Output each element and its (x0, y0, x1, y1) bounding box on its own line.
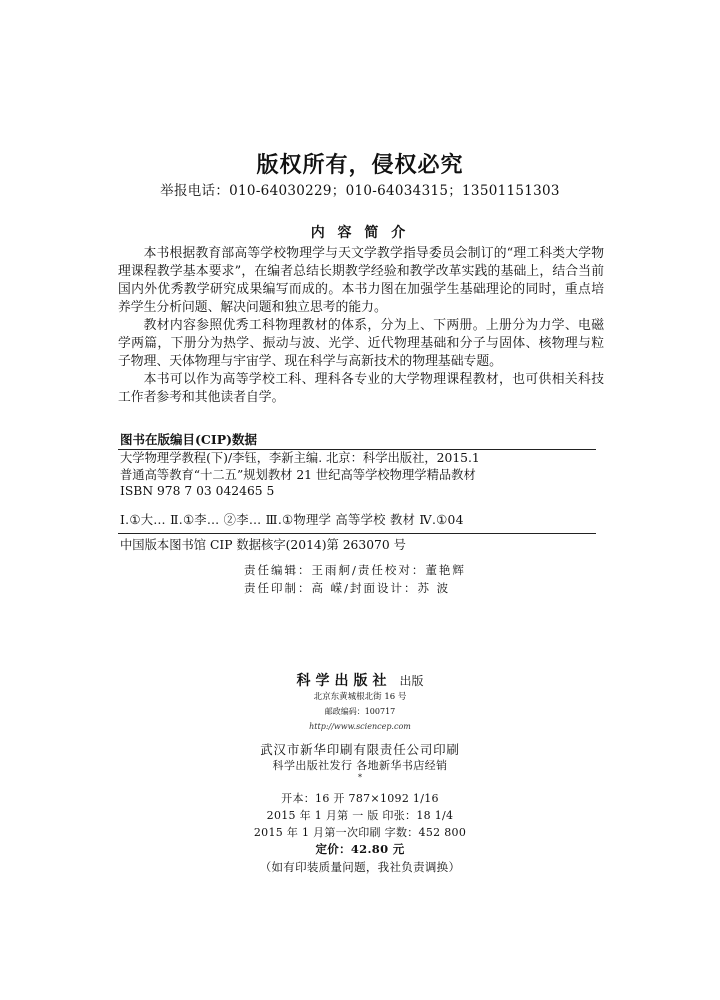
publisher-suffix: 出版 (399, 674, 424, 688)
cip-classification: Ⅰ.①大… Ⅱ.①李… ②李… Ⅲ.①物理学 高等学校 教材 Ⅳ.①04 (120, 512, 464, 527)
publisher-address: 北京东黄城根北街 16 号 (313, 692, 407, 702)
summary-paragraph: 教材内容参照优秀工科物理教材的体系，分为上、下两册。上册分为力学、电磁学两篇，下册分为热学、振动与波、光学、近代物理基础和分子与固体、核物理与粒子物理、天体物理与宇宙学、现在科学与高新技术的物理基础专题。 (118, 318, 604, 369)
printer: 武汉市新华印刷有限责任公司印刷 (260, 742, 460, 757)
summary-paragraph: 本书可以作为高等学校工科、理科各专业的大学物理课程教材，也可供相关科技工作者参考和其他读者自学。 (118, 372, 604, 405)
copyright-title: 版权所有，侵权必究 (256, 152, 464, 178)
spec-price: 定价：42.80 元 (315, 842, 405, 856)
summary-paragraph: 本书根据教育部高等学校物理学与天文学教学指导委员会制订的“理工科类大学物理课程教学基本要求”，在编者总结长期教学经验和教学改革实践的基础上，结合当前国内外优秀教学研究成果编写而成的。本书力图在加强学生基础理论的同时，重点培养学生分析问题、解决问题和独立思考的能力。 (118, 246, 604, 315)
report-phone: 举报电话：010-64030229；010-64034315；13501151303 (160, 183, 560, 199)
cip-isbn: ISBN 978 7 03 042465 5 (120, 484, 275, 498)
summary-body (118, 245, 604, 407)
credits-production: 责任印制：高 嵘/封面设计：苏 波 (244, 581, 451, 595)
cip-book-line: 大学物理学教程(下)/李钰，李新主编. 北京：科学出版社，2015.1 (120, 451, 480, 465)
star-mark: * (358, 773, 362, 782)
publisher-line (0, 670, 720, 690)
summary-heading: 内 容 简 介 (310, 225, 410, 241)
cip-number: 中国版本图书馆 CIP 数据核字(2014)第 263070 号 (120, 538, 406, 552)
spec-note: （如有印装质量问题，我社负责调换） (259, 860, 461, 874)
cip-block (118, 431, 596, 554)
spec-format: 开本：16 开 787×1092 1/16 (281, 792, 439, 805)
distributor: 科学出版社发行 各地新华书店经销 (272, 759, 448, 772)
spec-edition: 2015 年 1 月第 一 版 印张：18 1/4 (266, 809, 454, 822)
credits-editors: 责任编辑：王雨舸/责任校对：董艳辉 (244, 563, 466, 577)
cip-series-line: 普通高等教育“十二五”规划教材 21 世纪高等学校物理学精品教材 (120, 467, 476, 482)
publisher-name: 科学出版社 (296, 673, 392, 689)
publisher-postcode: 邮政编码：100717 (324, 707, 396, 716)
spec-printing: 2015 年 1 月第一次印刷 字数：452 800 (253, 826, 467, 839)
publisher-url: http://www.sciencep.com (309, 722, 411, 731)
cip-title: 图书在版编目(CIP)数据 (120, 432, 258, 447)
